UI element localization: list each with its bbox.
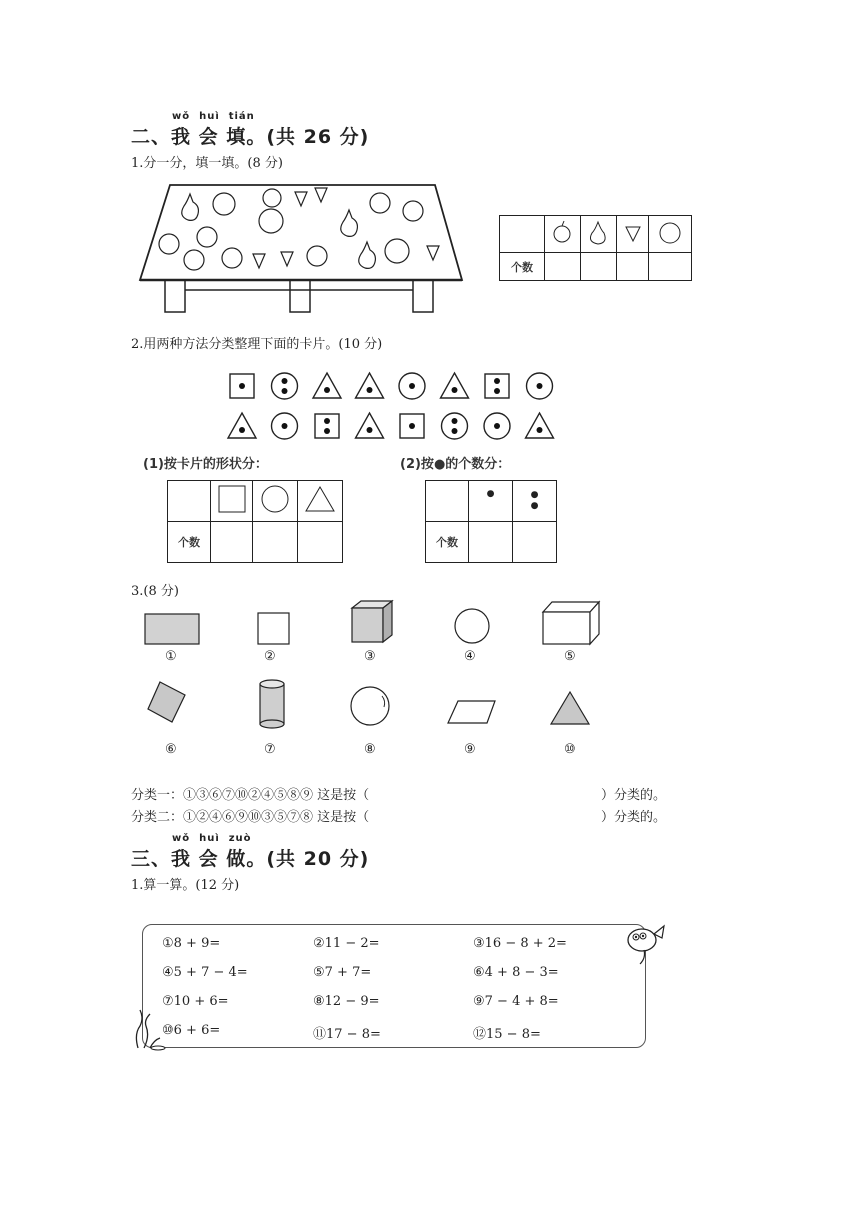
two-dots-count-cell[interactable] [513, 522, 557, 563]
card-square-2-dot [485, 374, 509, 398]
strawberry-icon [616, 216, 648, 253]
shape-number-3: ③ [364, 649, 376, 664]
dot-count-table [425, 480, 557, 563]
q2-part1-label: (1)按卡片的形状分： [143, 457, 268, 472]
shape-number-10: ⑩ [564, 742, 576, 757]
circle-count-cell[interactable] [253, 522, 298, 563]
shape-count-table [167, 480, 343, 563]
section2-heading: 二、我 会 填。(共 26 分) [131, 126, 370, 148]
shape-number-2: ② [264, 649, 276, 664]
triangle-count-cell[interactable] [298, 522, 343, 563]
calc-item-9: ⑨7 − 4 + 8= [473, 994, 559, 1009]
dot-icon: ● [433, 457, 446, 472]
card-circle-2-dot [442, 413, 468, 439]
grey-cylinder [260, 680, 284, 728]
calc-item-10: ⑩6 + 6= [162, 1023, 221, 1038]
white-parallelogram [448, 701, 495, 723]
calc-title: 1.算一算。(12 分) [131, 878, 240, 893]
calc-item-4: ④5 + 7 − 4= [162, 965, 248, 980]
shape-number-8: ⑧ [364, 742, 376, 757]
calc-item-2: ②11 − 2= [313, 936, 380, 951]
section2-pinyin: wǒ huì tián [172, 111, 255, 122]
circle-icon [253, 481, 298, 522]
pear-icon [580, 216, 616, 253]
section3-heading: 三、我 会 做。(共 20 分) [131, 848, 370, 870]
apple-count-cell[interactable] [545, 253, 581, 281]
two-dots-icon: ● ● [513, 481, 557, 522]
white-square [258, 613, 289, 644]
one-dot-icon: ● [469, 481, 513, 522]
white-circle [455, 609, 489, 643]
classification-2-label: 分类二：①②④⑥⑨⑩③⑤⑦⑧ 这是按（ [131, 810, 370, 825]
shape-number-5: ⑤ [564, 649, 576, 664]
shape-number-6: ⑥ [165, 742, 177, 757]
triangle-icon [298, 481, 343, 522]
solid-shapes [140, 598, 620, 738]
classification-2-close: ）分类的。 [601, 810, 667, 825]
card-triangle-1-dot [356, 413, 384, 438]
card-triangle-1-dot [356, 373, 384, 398]
card-triangle-1-dot [313, 373, 341, 398]
card-triangle-1-dot [441, 373, 469, 398]
white-sphere [351, 687, 389, 725]
grey-rotated-square [148, 682, 185, 722]
square-icon [211, 481, 253, 522]
empty-header-cell [426, 481, 469, 522]
pear-count-cell[interactable] [580, 253, 616, 281]
apple-icon [545, 216, 581, 253]
card-circle-1-dot [399, 373, 425, 399]
card-grid [225, 368, 565, 444]
grey-triangle [551, 692, 589, 724]
calc-item-5: ⑤7 + 7= [313, 965, 372, 980]
fruit-count-table [499, 215, 692, 281]
empty-header-cell [500, 216, 545, 253]
q1-title: 1.分一分，填一填。(8 分) [131, 156, 283, 171]
fish-icon [624, 922, 666, 966]
fruit-table-illustration [135, 180, 465, 315]
count-label: 个数 [168, 522, 211, 563]
card-circle-1-dot [484, 413, 510, 439]
shape-number-9: ⑨ [464, 742, 476, 757]
calc-item-7: ⑦10 + 6= [162, 994, 229, 1009]
calc-item-3: ③16 − 8 + 2= [473, 936, 567, 951]
card-triangle-1-dot [228, 413, 256, 438]
card-circle-2-dot [272, 373, 298, 399]
count-label: 个数 [500, 253, 545, 281]
card-triangle-1-dot [526, 413, 554, 438]
classification-1-close: ）分类的。 [601, 788, 667, 803]
shape-number-1: ① [165, 649, 177, 664]
peach-count-cell[interactable] [649, 253, 692, 281]
section3-pinyin: wǒ huì zuò [172, 833, 252, 844]
calc-item-1: ①8 + 9= [162, 936, 221, 951]
empty-header-cell [168, 481, 211, 522]
seaweed-icon [132, 1008, 166, 1050]
grey-rectangle [145, 614, 199, 644]
calc-item-6: ⑥4 + 8 − 3= [473, 965, 559, 980]
shape-number-7: ⑦ [264, 742, 276, 757]
card-square-1-dot [230, 374, 254, 398]
calc-item-8: ⑧12 − 9= [313, 994, 380, 1009]
strawberry-count-cell[interactable] [616, 253, 648, 281]
card-circle-1-dot [527, 373, 553, 399]
shape-number-4: ④ [464, 649, 476, 664]
q2-part2-label: (2)按●的个数分： [400, 457, 511, 472]
card-square-1-dot [400, 414, 424, 438]
square-count-cell[interactable] [211, 522, 253, 563]
card-circle-1-dot [272, 413, 298, 439]
q3-title: 3.(8 分) [131, 584, 179, 599]
classification-2-answer[interactable] [412, 804, 598, 822]
calc-item-12: ⑫15 − 8= [473, 1027, 541, 1042]
calc-item-11: ⑪17 − 8= [313, 1027, 381, 1042]
grey-cube [352, 601, 392, 642]
white-cuboid [543, 602, 599, 644]
one-dot-count-cell[interactable] [469, 522, 513, 563]
count-label: 个数 [426, 522, 469, 563]
classification-1-label: 分类一：①③⑥⑦⑩②④⑤⑧⑨ 这是按（ [131, 788, 370, 803]
q2-title: 2.用两种方法分类整理下面的卡片。(10 分) [131, 337, 383, 352]
peach-icon [649, 216, 692, 253]
classification-1-answer[interactable] [412, 782, 598, 800]
card-square-2-dot [315, 414, 339, 438]
